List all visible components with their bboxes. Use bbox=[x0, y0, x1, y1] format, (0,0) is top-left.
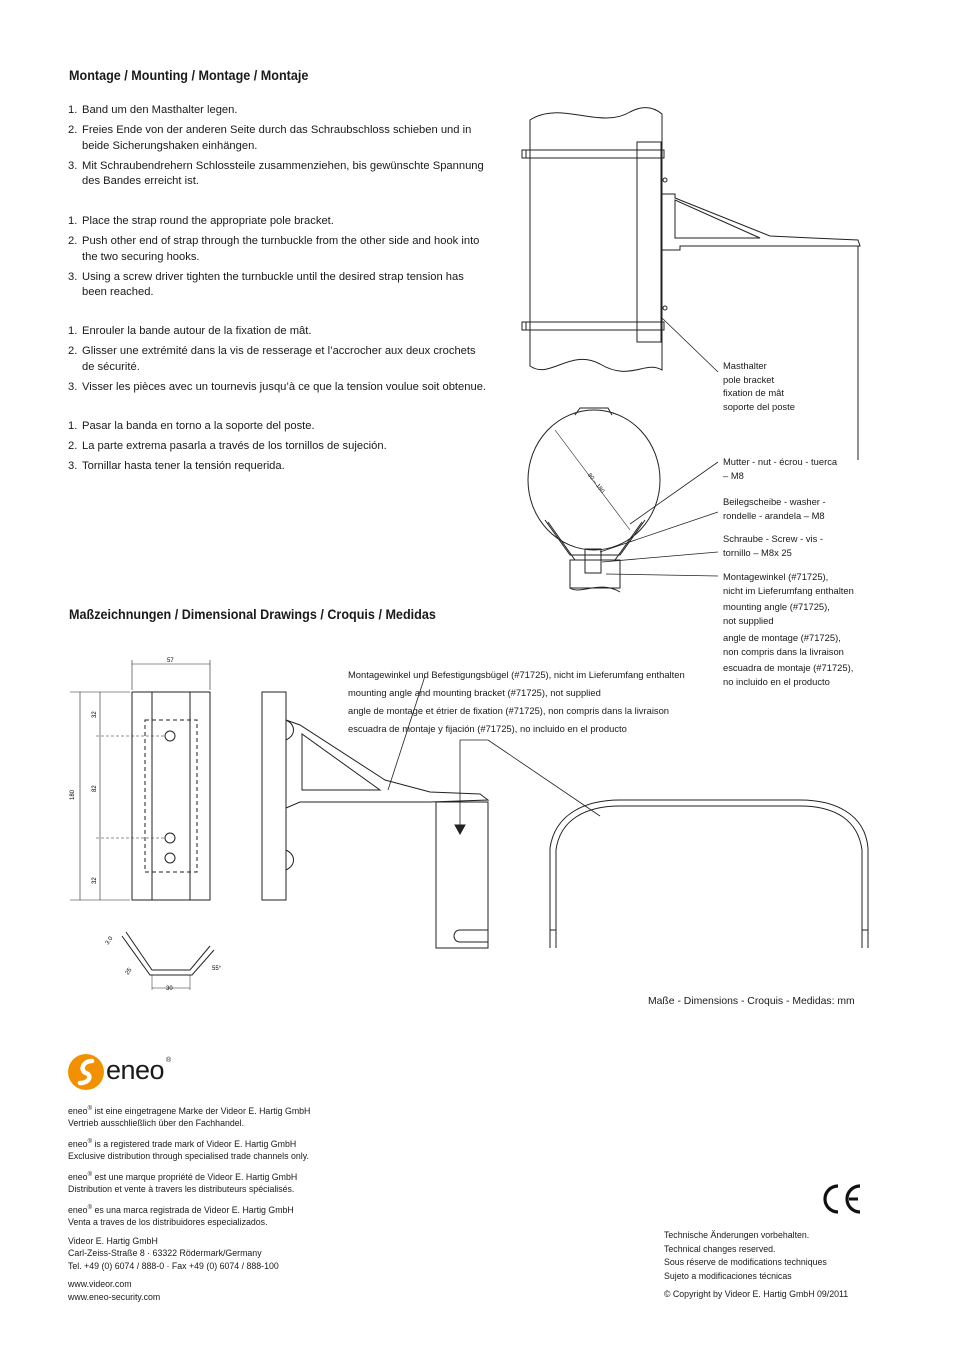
step-fr-1: 1. Enrouler la bande autour de la fixation de mât. bbox=[68, 325, 312, 337]
instructions-de bbox=[68, 103, 488, 194]
instructions-fr bbox=[68, 324, 488, 400]
dim-3: 3.0 bbox=[104, 935, 115, 947]
label-washer: Beilegscheibe - washer - rondelle - arandela – M8 bbox=[723, 496, 826, 521]
label-nut: Mutter - nut - écrou - tuerca – M8 bbox=[723, 456, 838, 481]
step-es-3: 3. Tornillar hasta tener la tensión requerida. bbox=[68, 460, 285, 472]
dim-32a: 32 bbox=[92, 711, 98, 718]
step-en-1: 1. Place the strap round the appropriate pole bracket. bbox=[68, 215, 334, 227]
logo-wordmark: eneo bbox=[106, 1055, 165, 1085]
copyright: © Copyright by Videor E. Hartig GmbH 09/2011 bbox=[664, 1289, 849, 1300]
dim-180: 180 bbox=[70, 789, 76, 800]
pole-outline bbox=[530, 108, 662, 372]
trademark-en: eneo® is a registered trade mark of Videor E. Hartig GmbH Exclusive distribution through specialised trade channels only. bbox=[68, 1138, 309, 1162]
dim-82: 82 bbox=[92, 785, 98, 792]
mounting-heading: Montage / Mounting / Montage / Montaje bbox=[69, 67, 309, 83]
bracket-plate bbox=[637, 142, 661, 342]
step-es-2: 2. La parte extrema pasarla a través de los tornillos de sujeción. bbox=[68, 440, 387, 452]
step-de-3: 3. Mit Schraubendrehern Schlossteile zusammenziehen, bis gewünschte Spannung des Bandes erreicht ist. bbox=[68, 159, 484, 187]
trademark-es: eneo® es una marca registrada de Videor E. Hartig GmbH Venta a traves de los distribuidores especializados. bbox=[68, 1204, 294, 1228]
dim-57: 57 bbox=[167, 658, 174, 664]
u-bracket bbox=[556, 806, 862, 948]
label-mounting-angle: Montagewinkel (#71725), nicht im Lieferumfang enthalten mounting angle (#71725), not supplied angle de montage (#71725), non compris dans la livraison escuadra de montaje (#71725), no incluido en el producto bbox=[723, 571, 854, 687]
units-note: Maße - Dimensions - Croquis - Medidas: mm bbox=[648, 996, 855, 1007]
instructions-es bbox=[68, 419, 488, 479]
link-videor[interactable]: www.videor.com bbox=[68, 1279, 132, 1290]
bolt bbox=[585, 549, 601, 573]
plate-side bbox=[262, 692, 286, 900]
trademark-de: eneo® ist eine eingetragene Marke der Videor E. Hartig GmbH Vertrieb ausschließlich über den Fachhandel. bbox=[68, 1105, 311, 1129]
bracket-note: Montagewinkel und Befestigungsbügel (#71725), nicht im Lieferumfang enthalten mounting angle and mounting bracket (#71725), not supplied angle de montage et étrier de fixation (#71725), non compris dans la livraison escuadra de montaje y fijación (#71725), no incluido en el producto bbox=[348, 669, 685, 734]
ce-icon bbox=[820, 1182, 864, 1216]
strap-range-label: 80 – 180 bbox=[585, 472, 606, 495]
dim-32b: 32 bbox=[92, 877, 98, 884]
step-de-1: 1. Band um den Masthalter legen. bbox=[68, 104, 238, 116]
strap-top bbox=[522, 150, 664, 158]
logo-reg: ® bbox=[166, 1057, 172, 1064]
dim-30: 30 bbox=[166, 986, 173, 992]
trademark-notes bbox=[68, 1103, 310, 1303]
step-en-2: 2. Push other end of strap through the turnbuckle from the other side and hook into the two securing hooks. bbox=[68, 235, 480, 263]
eneo-logo bbox=[68, 1051, 178, 1098]
instructions-en bbox=[68, 214, 488, 305]
web-links bbox=[68, 1278, 310, 1303]
step-en-3: 3. Using a screw driver tighten the turnbuckle until the desired strap tension has been reached. bbox=[68, 270, 464, 298]
mounting-angle-arm bbox=[662, 194, 860, 250]
dim-25: 25 bbox=[124, 967, 134, 977]
bracket-profile bbox=[126, 932, 210, 970]
step-fr-3: 3. Visser les pièces avec un tournevis jusqu’à ce que la tension voulue soit obtenue. bbox=[68, 380, 487, 393]
strap-bottom bbox=[522, 322, 664, 330]
trademark-fr: eneo® est une marque propriété de Videor E. Hartig GmbH Distribution et vente à travers les distributeurs spécialisés. bbox=[68, 1171, 298, 1195]
company-address: Videor E. Hartig GmbH Carl-Zeiss-Straße 8 · 63322 Rödermark/Germany Tel. +49 (0) 6074 / 888-0 · Fax +49 (0) 6074 / 888-100 bbox=[68, 1235, 279, 1271]
legal-notes: Technische Änderungen vorbehalten. Technical changes reserved. Sous réserve de modifications techniques Sujeto a modificaciones técnicas © Copyright by Videor E. Hartig GmbH 09/2011 bbox=[664, 1229, 848, 1302]
dim-angle: 55° bbox=[212, 966, 222, 972]
dimensions-heading: Maßzeichnungen / Dimensional Drawings / Croquis / Medidas bbox=[69, 606, 436, 622]
label-screw: Schraube - Screw - vis - tornillo – M8x 25 bbox=[723, 533, 824, 558]
label-pole-bracket: Masthalter pole bracket fixation de mât soporte del poste bbox=[723, 360, 795, 413]
ce-mark bbox=[820, 1182, 864, 1221]
angle-block bbox=[436, 802, 488, 948]
link-eneo[interactable]: www.eneo-security.com bbox=[68, 1291, 161, 1302]
step-fr-2: 2. Glisser une extrémité dans la vis de resserage et l’accrocher aux deux crochets de sécurité. bbox=[68, 345, 476, 373]
step-es-1: 1. Pasar la banda en torno a la soporte del poste. bbox=[68, 420, 315, 432]
plate-front bbox=[132, 692, 210, 900]
step-de-2: 2. Freies Ende von der anderen Seite durch das Schraubschloss schieben und in beide Sicherungshaken einhängen. bbox=[68, 124, 472, 152]
